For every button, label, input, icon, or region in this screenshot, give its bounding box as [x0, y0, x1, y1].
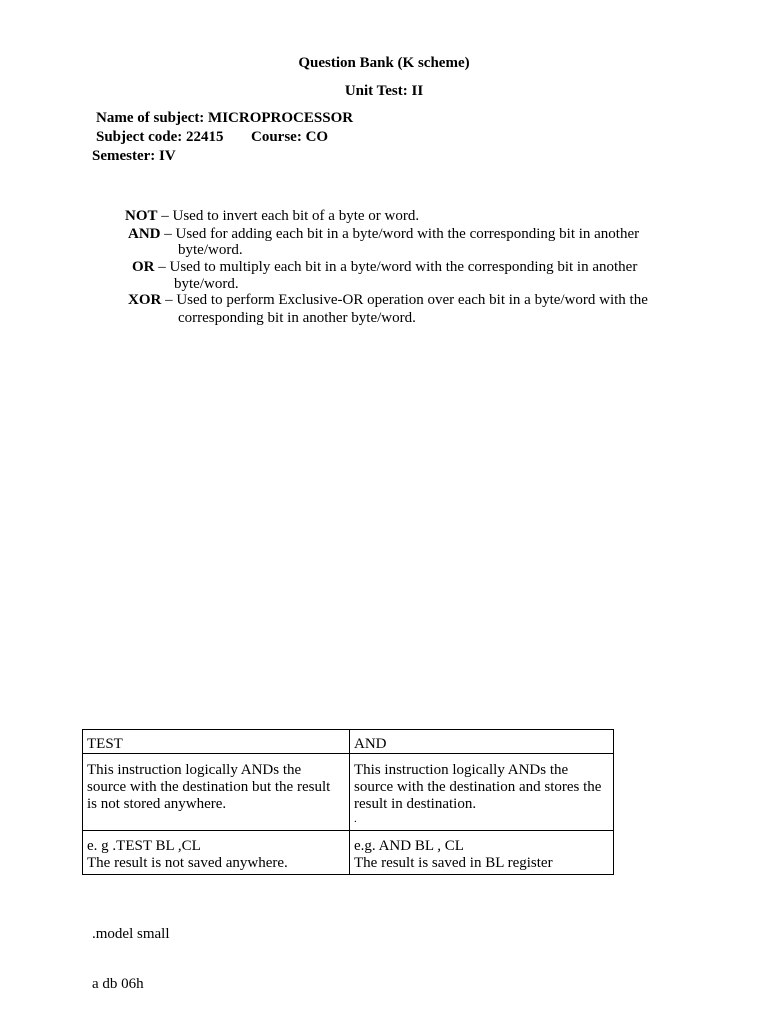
cell-line: This instruction logically ANDs the — [354, 762, 569, 778]
op-description: Used for adding each bit in a byte/word with the corresponding bit in another — [175, 226, 640, 242]
cell-line: source with the destination and stores the — [354, 779, 602, 795]
table-header-row — [83, 730, 614, 754]
op-xor-continuation: corresponding bit in another byte/word. — [178, 310, 416, 326]
table-cell — [350, 831, 614, 875]
cell-line: This instruction logically ANDs the — [87, 762, 302, 778]
op-or-continuation: byte/word. — [174, 276, 239, 292]
table-row — [83, 831, 614, 875]
page-title: Question Bank (K scheme) — [298, 55, 470, 71]
op-and-line — [128, 226, 639, 243]
cell-line: result in destination. — [354, 796, 477, 812]
semester-label: Semester: IV — [92, 148, 176, 164]
course-label: Course: CO — [251, 129, 329, 145]
subject-code: Subject code: 22415 — [96, 129, 224, 145]
cell-line: e.g. AND BL , CL — [354, 838, 464, 854]
table-cell — [83, 831, 350, 875]
op-and-continuation: byte/word. — [178, 242, 243, 258]
table-row — [83, 754, 614, 831]
op-name: NOT — [125, 208, 158, 224]
op-separator: – — [161, 292, 177, 308]
cell-line: e. g .TEST BL ,CL — [87, 838, 201, 854]
op-name: AND — [128, 226, 161, 242]
op-separator: – — [154, 259, 170, 275]
op-or-line — [132, 259, 637, 276]
header-cell-and: AND — [350, 730, 614, 754]
cell-line: The result is not saved anywhere. — [87, 855, 288, 871]
op-not-line — [125, 208, 419, 225]
subject-name: Name of subject: MICROPROCESSOR — [96, 110, 354, 126]
op-description: Used to perform Exclusive-OR operation over each bit in a byte/word with the — [176, 292, 648, 308]
cell-line: is not stored anywhere. — [87, 796, 227, 812]
cell-line: source with the destination but the result — [87, 779, 331, 795]
op-name: OR — [132, 259, 155, 275]
op-xor-line — [128, 292, 648, 309]
cell-line: . — [354, 813, 357, 825]
test-and-comparison-table — [82, 729, 614, 875]
code-line-data: a db 06h — [92, 976, 144, 992]
op-name: XOR — [128, 292, 162, 308]
op-description: Used to invert each bit of a byte or word. — [172, 208, 420, 224]
table-cell — [350, 754, 614, 831]
code-line-model: .model small — [92, 926, 170, 942]
op-separator: – — [157, 208, 173, 224]
cell-line: The result is saved in BL register — [354, 855, 553, 871]
unit-test-label: Unit Test: II — [344, 83, 424, 99]
op-description: Used to multiply each bit in a byte/word with the corresponding bit in another — [169, 259, 638, 275]
op-separator: – — [160, 226, 176, 242]
table-cell — [83, 754, 350, 831]
header-cell-test: TEST — [83, 730, 350, 754]
